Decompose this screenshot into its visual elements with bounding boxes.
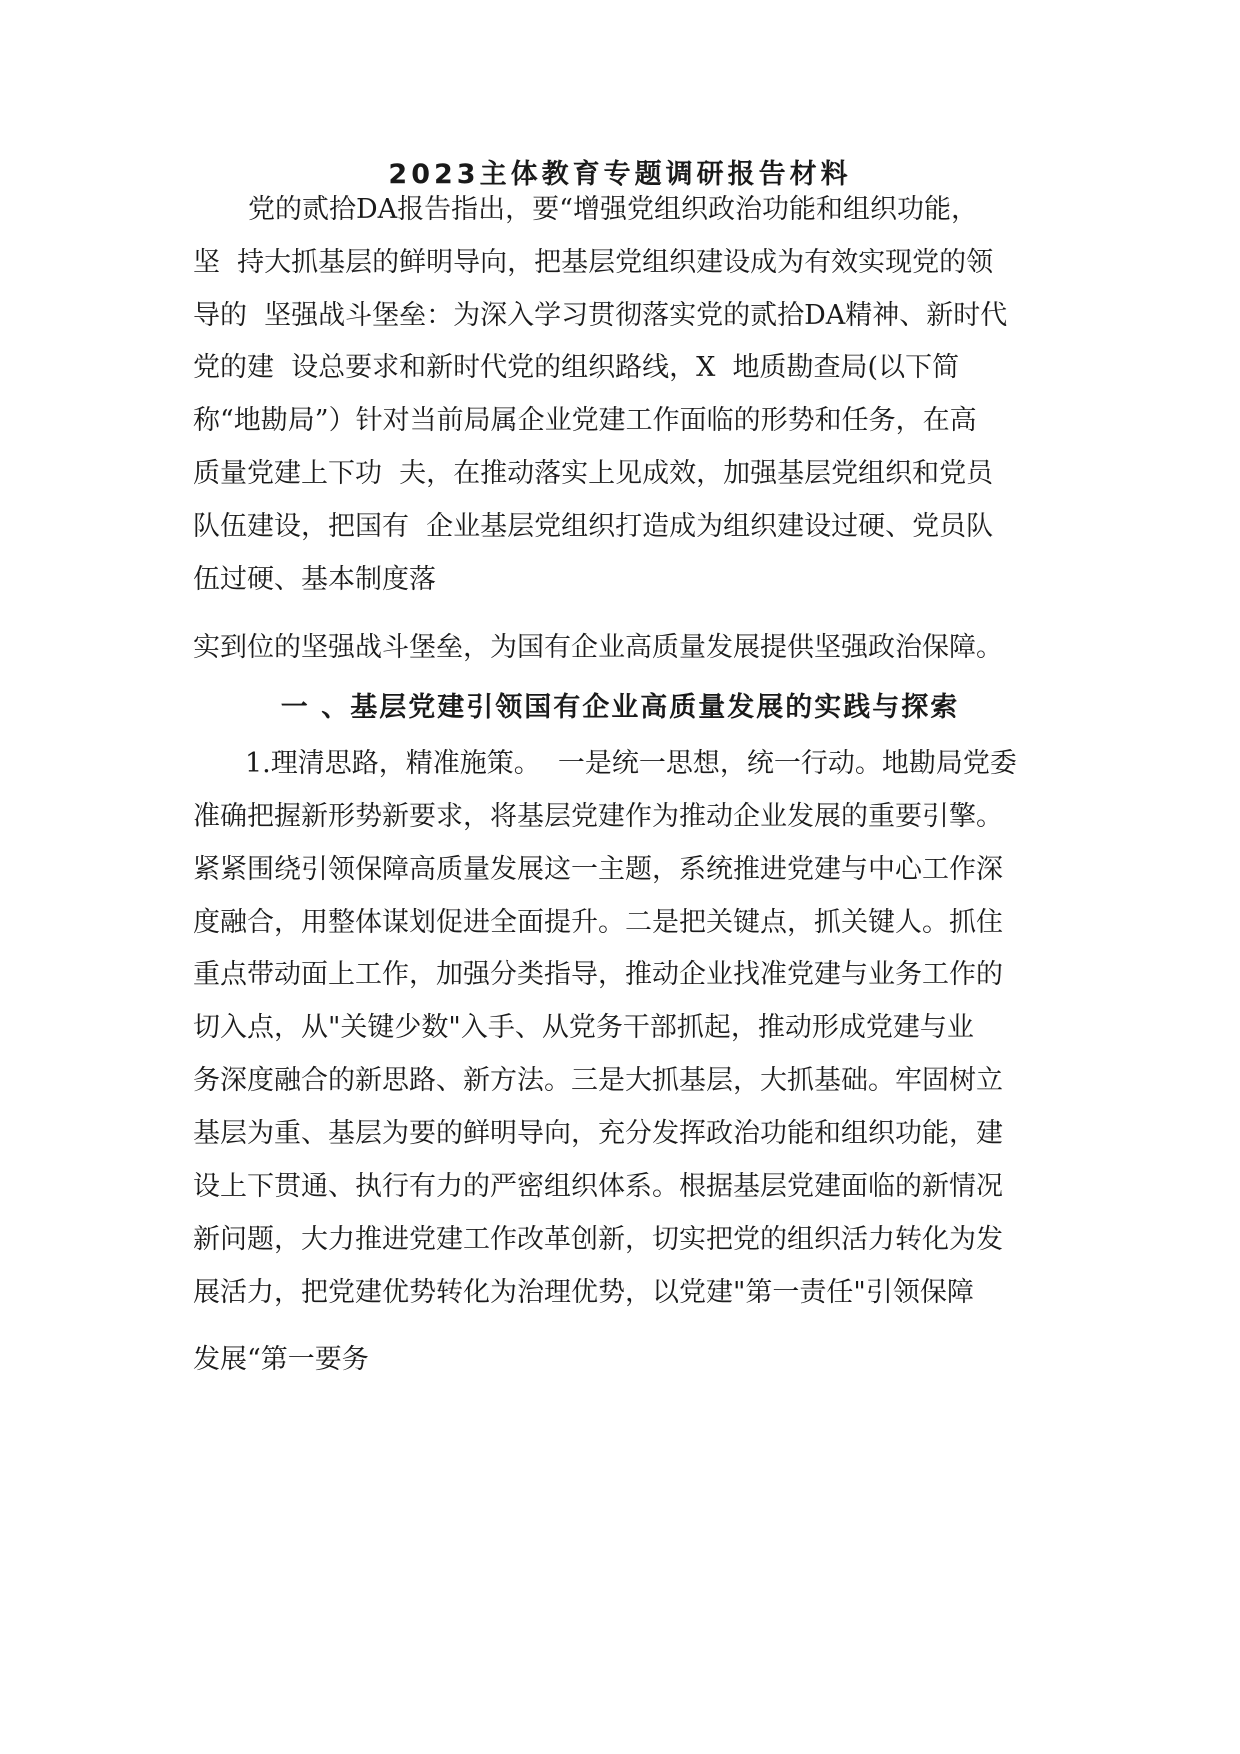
body-line-text: 重点带动面上工作，加强分类指导，推动企业找准党建与业务工作的 bbox=[193, 959, 1003, 990]
intro-line-text: 伍过硬、基本制度落 bbox=[193, 564, 436, 595]
document-title: 2023主体教育专题调研报告材料 bbox=[388, 159, 852, 190]
body-line-text: 新问题，大力推进党建工作改革创新，切实把党的组织活力转化为发 bbox=[193, 1224, 1003, 1255]
intro-line-text: 队伍建设，把国有 企业基层党组织打造成为组织建设过硬、党员队 bbox=[193, 511, 994, 542]
body-line-text: 基层为重、基层为要的鲜明导向，充分发挥政治功能和组织功能，建 bbox=[193, 1118, 1003, 1149]
intro-line-text: 党的建 设总要求和新时代党的组织路线，X 地质勘查局(以下简 bbox=[193, 352, 960, 383]
body-line-text: 设上下贯通、执行有力的严密组织体系。根据基层党建面临的新情况 bbox=[193, 1171, 1003, 1202]
body-line-text: 1.理清思路，精准施策。 一是统一思想，统一行动。地勘局党委 bbox=[245, 748, 1017, 779]
intro-line-text: 党的贰拾DA报告指出，要“增强党组织政治功能和组织功能， bbox=[248, 194, 978, 225]
body-line-text: 紧紧围绕引领保障高质量发展这一主题，系统推进党建与中心工作深 bbox=[193, 854, 1003, 885]
intro-line-text: 称“地勘局”）针对当前局属企业党建工作面临的形势和任务，在高 bbox=[193, 405, 977, 436]
body-line-text: 切入点，从"关键少数"入手、从党务干部抓起，推动形成党建与业 bbox=[193, 1012, 974, 1043]
body-line-text: 发展“第一要务 bbox=[193, 1344, 369, 1375]
body-line-text: 务深度融合的新思路、新方法。三是大抓基层，大抓基础。牢固树立 bbox=[193, 1065, 1003, 1096]
body-line-text: 准确把握新形势新要求，将基层党建作为推动企业发展的重要引擎。 bbox=[193, 801, 1003, 832]
intro-line-text: 实到位的坚强战斗堡垒，为国有企业高质量发展提供坚强政治保障。 bbox=[193, 632, 1003, 663]
intro-line-text: 坚 持大抓基层的鲜明导向，把基层党组织建设成为有效实现党的领 bbox=[193, 247, 994, 278]
section-heading: 一 、基层党建引领国有企业高质量发展的实践与探索 bbox=[280, 692, 960, 723]
body-line-text: 展活力，把党建优势转化为治理优势，以党建"第一责任"引领保障 bbox=[193, 1277, 974, 1308]
intro-line-text: 质量党建上下功 夫，在推动落实上见成效，加强基层党组织和党员 bbox=[193, 458, 994, 489]
body-line-text: 度融合，用整体谋划促进全面提升。二是把关键点，抓关键人。抓住 bbox=[193, 907, 1003, 938]
intro-line-text: 导的 坚强战斗堡垒：为深入学习贯彻落实党的贰拾DA精神、新时代 bbox=[193, 300, 1008, 331]
